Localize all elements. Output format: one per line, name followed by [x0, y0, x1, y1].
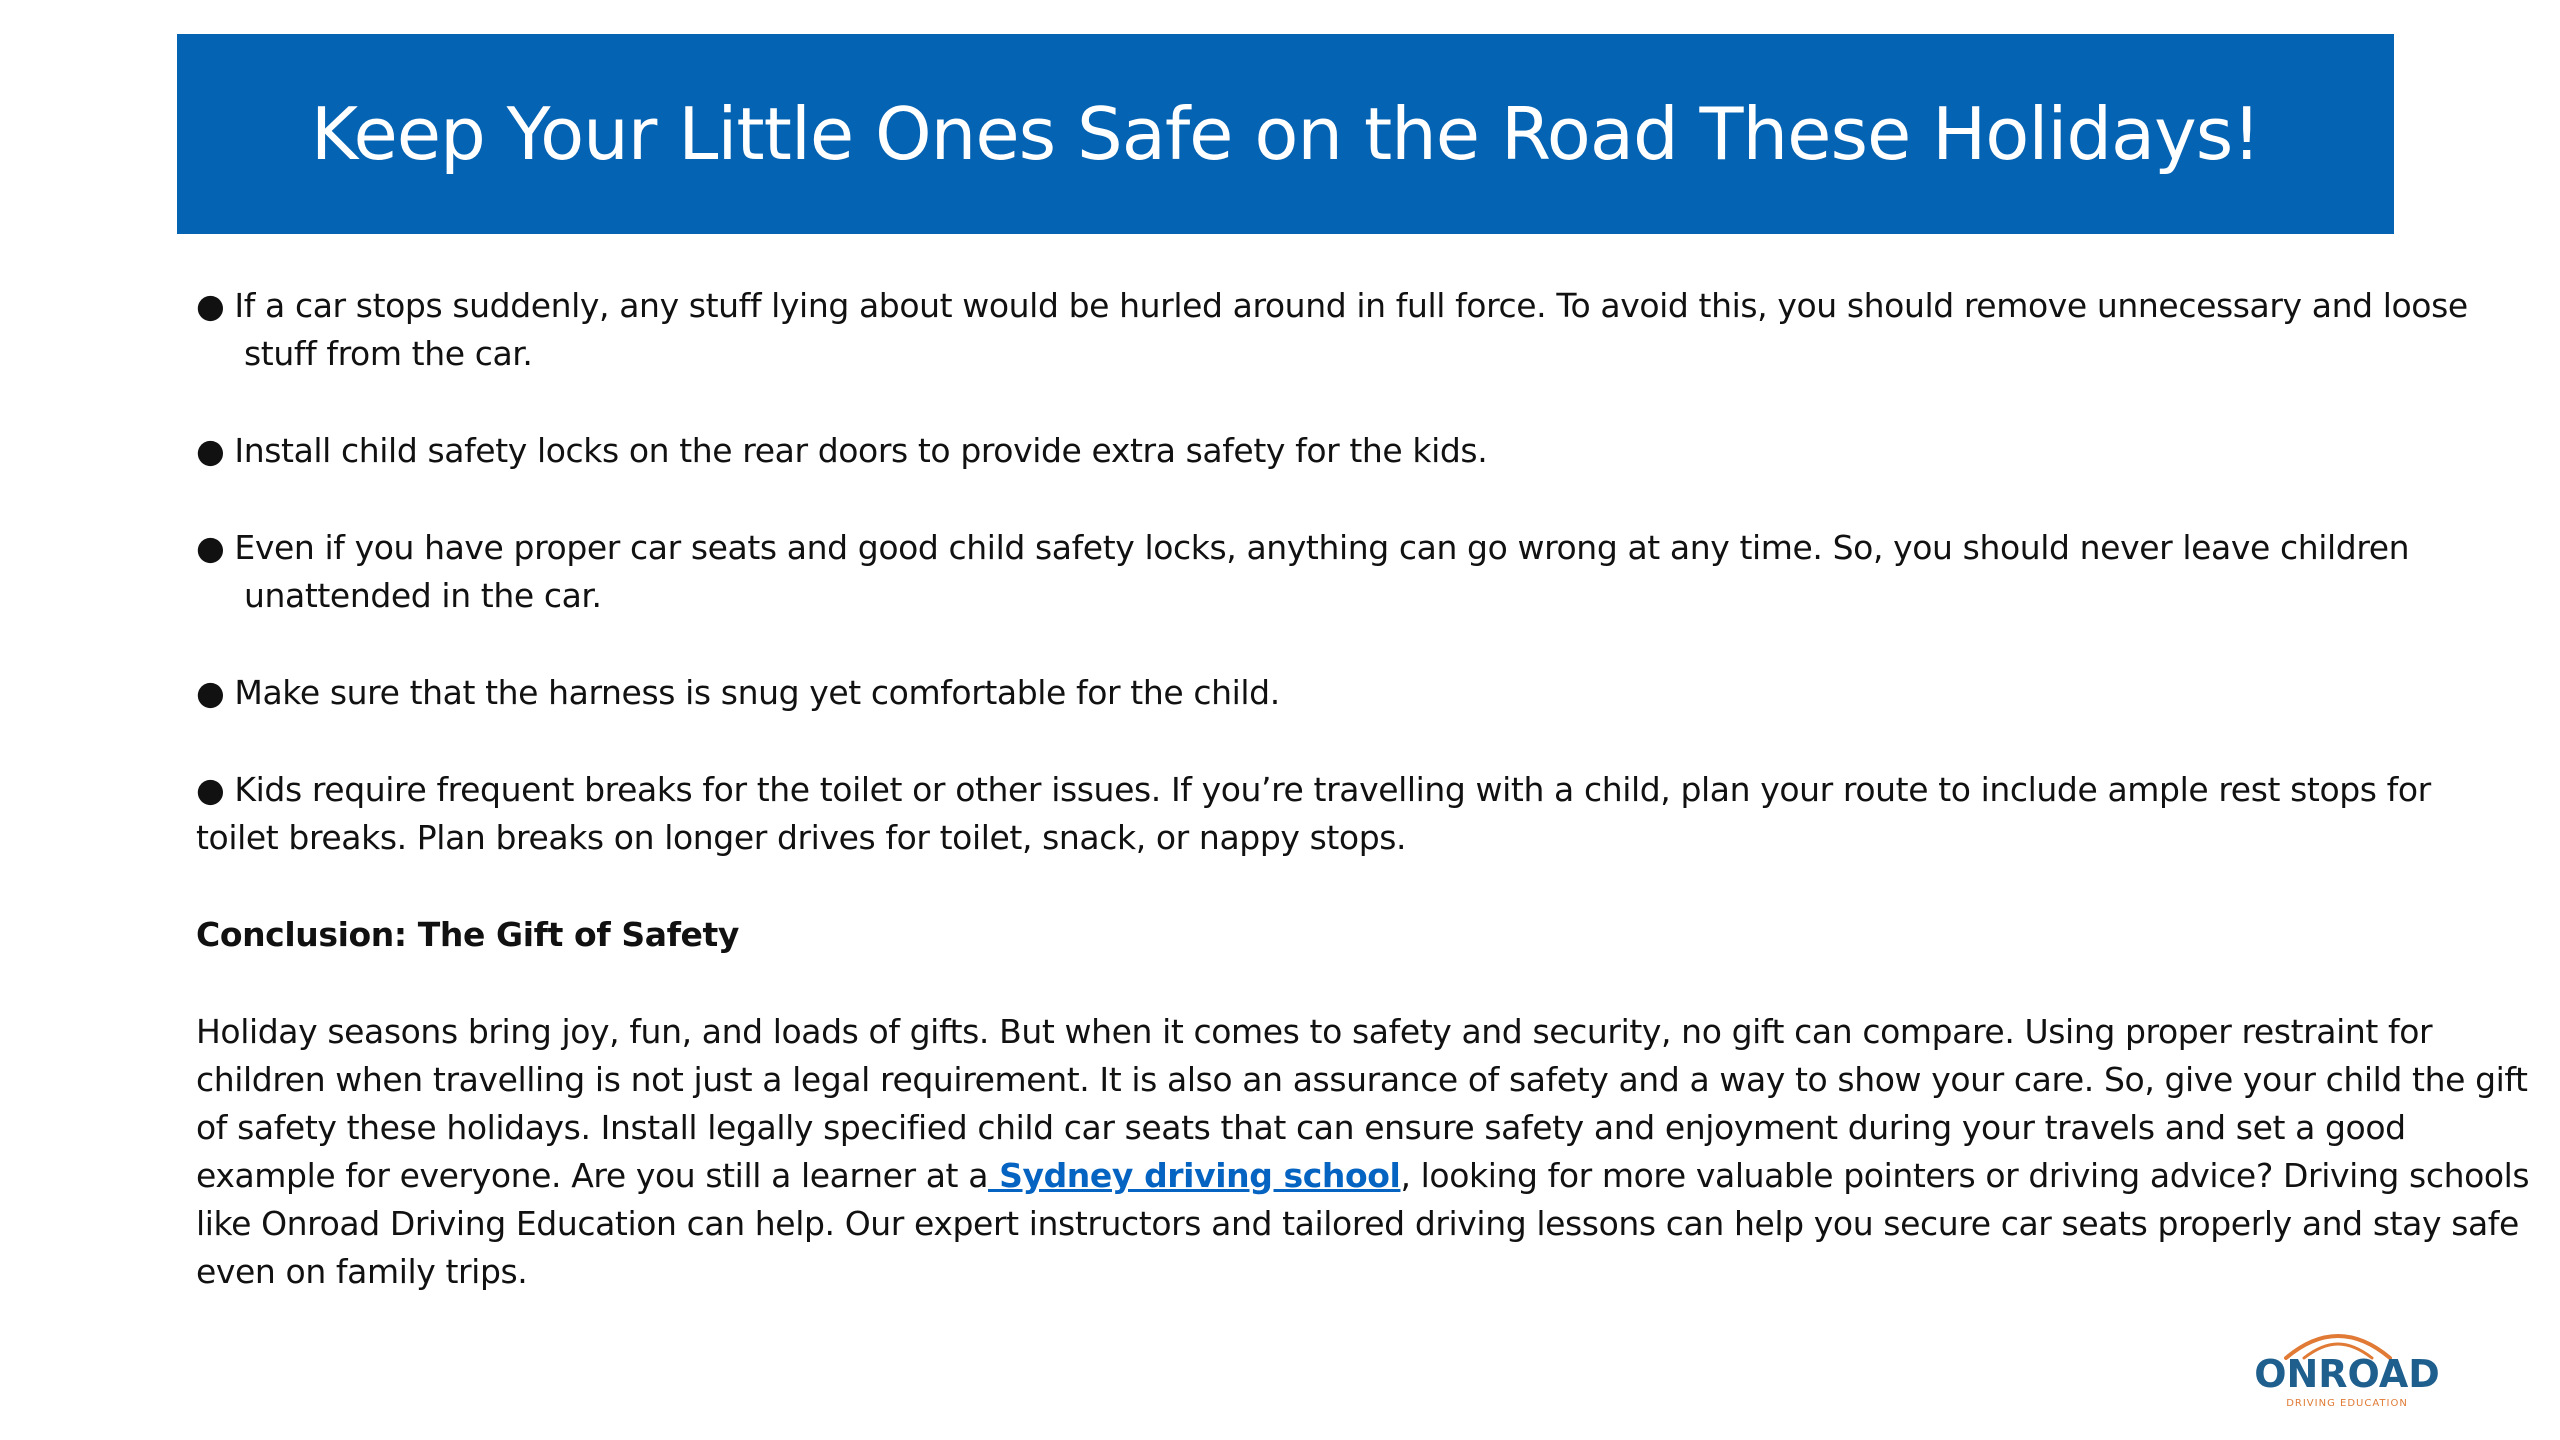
paragraph-text: example for everyone. Are you still a learner at a	[196, 1156, 989, 1195]
paragraph-line: children when travelling is not just a legal requirement. It is also an assurance of safety and a way to show your care. So, give your child the gift	[196, 1060, 2528, 1099]
paragraph-line: Holiday seasons bring joy, fun, and loads of gifts. But when it comes to safety and security, no gift can compare. Using proper restraint for	[196, 1012, 2433, 1051]
bullet-icon: ●	[196, 770, 225, 809]
page-title: Keep Your Little Ones Safe on the Road These Holidays!	[310, 92, 2261, 176]
list-item	[196, 669, 2386, 717]
bullet-icon: ●	[196, 528, 225, 567]
paragraph-line: of safety these holidays. Install legally specified child car seats that can ensure safety and enjoyment during your travels and set a good	[196, 1108, 2406, 1147]
paragraph-line	[196, 1152, 2530, 1200]
main-content	[196, 282, 2530, 1296]
bullet-text-continued: stuff from the car.	[244, 334, 533, 373]
onroad-logo	[2252, 1334, 2442, 1414]
bullet-text: Install child safety locks on the rear doors to provide extra safety for the kids.	[234, 431, 1488, 470]
list-item	[196, 427, 2386, 475]
paragraph-line: like Onroad Driving Education can help. Our expert instructors and tailored driving lessons can help you secure car seats properly and stay safe	[196, 1204, 2519, 1243]
bullet-icon: ●	[196, 431, 225, 470]
bullet-text: Even if you have proper car seats and good child safety locks, anything can go wrong at any time. So, you should never leave children	[234, 528, 2410, 567]
list-item	[196, 524, 2410, 620]
bullet-icon: ●	[196, 673, 225, 712]
conclusion-heading: Conclusion: The Gift of Safety	[196, 915, 740, 954]
bullet-text: If a car stops suddenly, any stuff lying about would be hurled around in full force. To avoid this, you should remove unnecessary and loose	[234, 286, 2468, 325]
list-item	[196, 282, 2468, 378]
paragraph-text: , looking for more valuable pointers or driving advice? Driving schools	[1400, 1156, 2530, 1195]
logo-tagline: DRIVING EDUCATION	[2286, 1398, 2408, 1409]
bullet-text: Kids require frequent breaks for the toilet or other issues. If you’re travelling with a child, plan your route to include ample rest stops for	[234, 770, 2431, 809]
conclusion-paragraph	[196, 1008, 2530, 1296]
sydney-driving-school-link[interactable]: Sydney driving school	[988, 1156, 1401, 1195]
bullet-text-continued: toilet breaks. Plan breaks on longer drives for toilet, snack, or nappy stops.	[196, 818, 1407, 857]
bullet-text-continued: unattended in the car.	[244, 576, 602, 615]
list-item	[196, 766, 2431, 862]
header-banner	[177, 34, 2394, 234]
paragraph-line: even on family trips.	[196, 1252, 528, 1291]
logo-wordmark: ONROAD	[2254, 1352, 2440, 1396]
bullet-text: Make sure that the harness is snug yet comfortable for the child.	[234, 673, 1280, 712]
bullet-icon: ●	[196, 286, 225, 325]
